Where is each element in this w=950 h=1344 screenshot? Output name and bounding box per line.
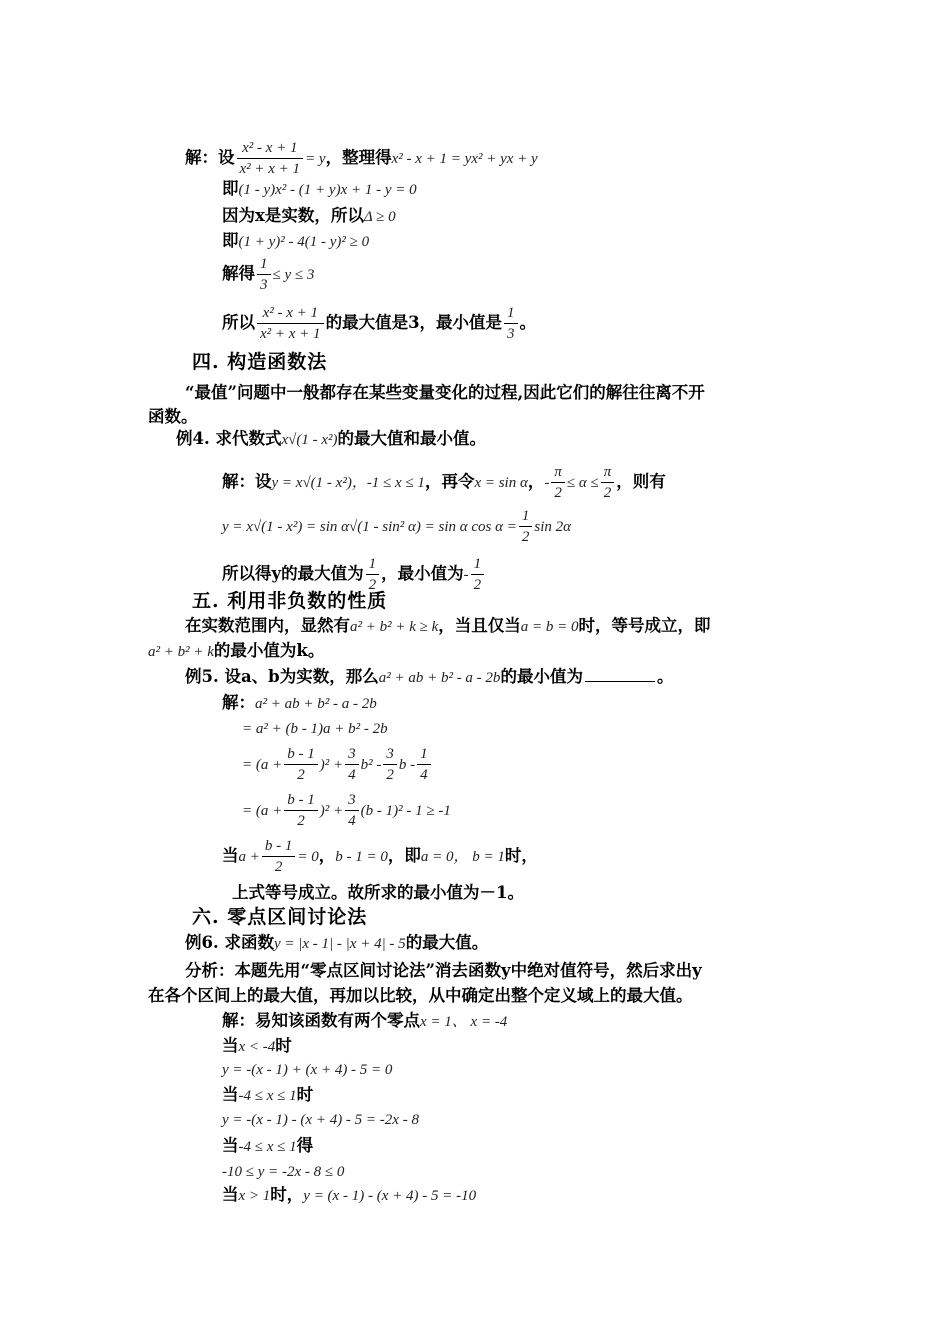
fraction: $\frac{b - 1}{2}$: [284, 790, 318, 831]
fraction: $\frac{3}{4}$: [345, 744, 359, 785]
solution-line-1: 解：设 $\frac{\text{x² - x + 1}}{\text{x² + x + 1}}$ = y，整理得x² - x + 1 = yx² + yx + y: [185, 140, 538, 177]
solution-line-6: 所以 $\frac{\text{x² - x + 1}}{\text{x² + x + 1}}$ 的最大值是3，最小值是 $\frac{1}{3}$ 。: [222, 305, 537, 342]
paragraph-line: 在各个区间上的最大值，再加以比较，从中确定出整个定义域上的最大值。: [148, 986, 693, 1005]
fraction: $\frac{1}{2}$: [366, 554, 380, 595]
case-1: 当x < -4时: [222, 1036, 292, 1055]
case-3: 当-4 ≤ x ≤ 1得: [222, 1136, 314, 1155]
section-heading-4: 四. 构造函数法: [192, 351, 328, 373]
solution-line-4: 即(1 + y)² - 4(1 - y)² ≥ 0: [222, 231, 370, 250]
solution-line: 解：a² + ab + b² - a - 2b: [222, 693, 377, 712]
paragraph-line: 在实数范围内，显然有a² + b² + k ≥ k，当且仅当a = b = 0时，等号成立，即: [185, 616, 711, 635]
solution-line: 解：易知该函数有两个零点x = 1、 x = -4: [222, 1011, 508, 1030]
solution-line-5: 解得 $\frac{1}{3}$ ≤ y ≤ 3: [222, 256, 315, 293]
case-1-eq: y = -(x - 1) + (x + 4) - 5 = 0: [222, 1062, 393, 1078]
fraction: $\frac{3}{4}$: [345, 790, 359, 831]
paragraph-line: a² + b² + k的最小值为k。: [148, 641, 325, 660]
solution-line-2: 即(1 - y)x² - (1 + y)x + 1 - y = 0: [222, 179, 417, 198]
answer-blank: [585, 667, 655, 682]
case-3-eq: -10 ≤ y = -2x - 8 ≤ 0: [222, 1164, 345, 1180]
solution-line: = (a + $\frac{b - 1}{2}$ )² + $\frac{3}{4}$ b² - $\frac{3}{2}$ b - $\frac{1}{4}$: [242, 744, 433, 785]
solution-line: 当a + $\frac{b - 1}{2}$ = 0，b - 1 = 0，即a = 0， b = 1时，: [222, 838, 538, 875]
solution-line: = (a + $\frac{b - 1}{2}$ )² + $\frac{3}{4}$ (b - 1)² - 1 ≥ -1: [242, 792, 451, 829]
solution-line: = a² + (b - 1)a + b² - 2b: [242, 721, 388, 737]
paragraph-line: 函数。: [148, 407, 198, 426]
fraction: $\frac{1}{3}$: [257, 254, 271, 295]
fraction: $\frac{\pi}{2}$: [601, 462, 615, 503]
fraction: $\frac{1}{2}$: [471, 554, 485, 595]
section-heading-6: 六. 零点区间讨论法: [192, 906, 368, 928]
fraction: $\frac{\text{x² - x + 1}}{\text{x² + x + 1}}$: [237, 138, 304, 179]
paragraph-line: “最值”问题中一般都存在某些变量变化的过程,因此它们的解往往离不开: [185, 383, 705, 402]
example-5: 例5. 设a、b为实数，那么a² + ab + b² - a - 2b的最小值为 。: [185, 667, 674, 686]
fraction: $\frac{1}{3}$: [504, 303, 518, 344]
fraction: $\frac{1}{4}$: [417, 744, 431, 785]
conclusion-line: 上式等号成立。故所求的最小值为－1。: [232, 883, 524, 902]
fraction: $\frac{3}{2}$: [383, 744, 397, 785]
section-heading-5: 五. 利用非负数的性质: [192, 590, 388, 612]
case-2-eq: y = -(x - 1) - (x + 4) - 5 = -2x - 8: [222, 1112, 419, 1128]
solution-line: 解：设y = x√(1 - x²)，-1 ≤ x ≤ 1，再令x = sin α，- $\frac{\pi}{2}$ ≤ α ≤ $\frac{\pi}{2}$ ，则有: [222, 464, 666, 501]
fraction: $\frac{\pi}{2}$: [551, 462, 565, 503]
fraction: $\frac{1}{2}$: [519, 506, 533, 547]
example-6: 例6. 求函数y = |x - 1| - |x + 4| - 5的最大值。: [185, 933, 489, 952]
fraction: $\frac{b - 1}{2}$: [284, 744, 318, 785]
case-2: 当-4 ≤ x ≤ 1时: [222, 1085, 314, 1104]
example-4: 例4. 求代数式x√(1 - x²)的最大值和最小值。: [176, 429, 487, 448]
solution-chain: y = x√(1 - x²) = sin α√(1 - sin² α) = sin α cos α = $\frac{1}{2}$ sin 2α: [222, 508, 572, 545]
paragraph-line: 分析：本题先用“零点区间讨论法”消去函数y中绝对值符号，然后求出y: [185, 961, 702, 980]
solution-line-3: 因为x是实数，所以Δ ≥ 0: [222, 206, 396, 225]
result-line: 所以得y的最大值为 $\frac{1}{2}$ ，最小值为- $\frac{1}{2}$: [222, 554, 486, 595]
fraction: $\frac{\text{x² - x + 1}}{\text{x² + x + 1}}$: [257, 303, 324, 344]
fraction: $\frac{b - 1}{2}$: [262, 836, 296, 877]
case-4: 当x > 1时，y = (x - 1) - (x + 4) - 5 = -10: [222, 1185, 477, 1204]
